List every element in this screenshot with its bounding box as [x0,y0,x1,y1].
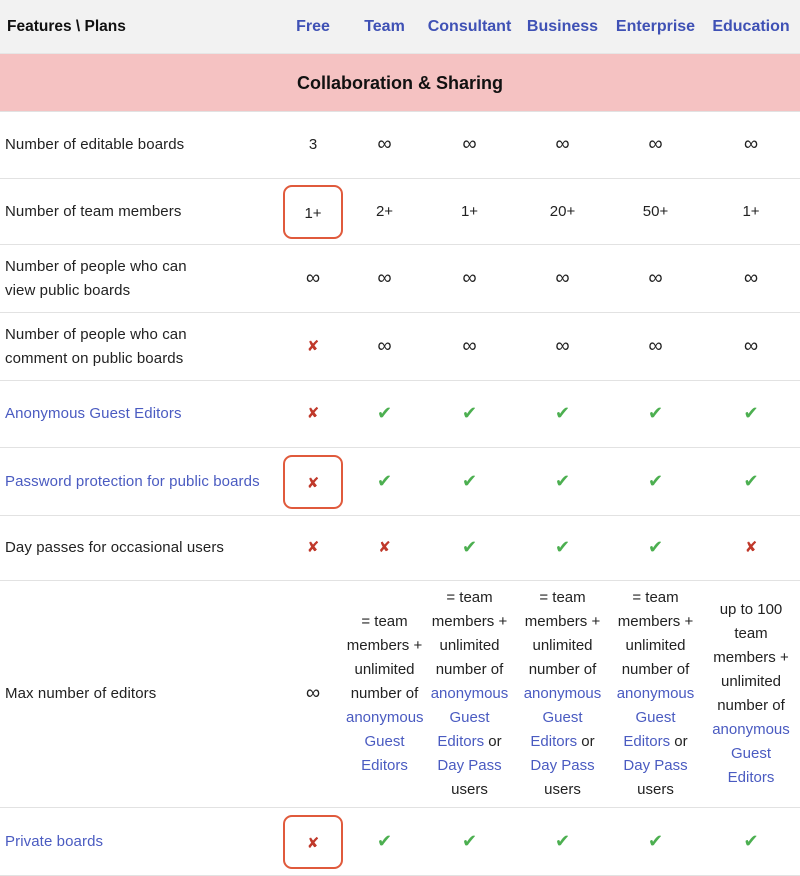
anonymous-guest-link[interactable]: Editors [530,733,578,750]
check-icon: ✔ [516,516,609,581]
anonymous-guest-link[interactable]: Guest [542,709,583,726]
anonymous-guest-link[interactable]: Editors [623,733,671,750]
day-pass-link[interactable]: Day Pass [530,757,595,774]
infinity-icon: ∞ [423,112,516,179]
value-team: 2+ [346,179,423,245]
infinity-icon: ∞ [702,245,800,313]
anonymous-guest-link[interactable]: Guest [635,709,676,726]
table-row [0,112,800,179]
highlight-box [283,815,343,869]
value-education: up to 100 team members + unlimited number of anonymous Guest Editors [702,581,800,808]
check-icon: ✔ [423,808,516,876]
plan-header-consultant[interactable]: Consultant [423,0,516,54]
check-icon: ✔ [346,808,423,876]
value-team: = team members + unlimited number of anonymous Guest Editors [346,581,423,808]
value-enterprise: 50+ [609,179,702,245]
anonymous-guest-link[interactable]: Guest [364,733,405,750]
check-icon: ✔ [609,381,702,448]
table-row [0,581,800,808]
feature-label: Day passes for occasional users [0,516,280,581]
check-icon: ✔ [346,381,423,448]
value-free [280,179,346,245]
infinity-icon: ∞ [346,313,423,381]
feature-link-anonymous-guest-editors[interactable]: Anonymous Guest Editors [0,381,280,448]
check-icon: ✔ [609,516,702,581]
table-row [0,381,800,448]
infinity-icon: ∞ [609,313,702,381]
value-consultant: 1+ [423,179,516,245]
plan-header-free[interactable]: Free [280,0,346,54]
value-free: 3 [280,112,346,179]
anonymous-guest-link[interactable]: Guest [730,745,772,762]
plan-header-business[interactable]: Business [516,0,609,54]
section-title: Collaboration & Sharing [0,54,800,112]
infinity-icon: ∞ [423,313,516,381]
check-icon: ✔ [423,516,516,581]
check-icon: ✔ [516,448,609,516]
check-icon: ✔ [423,381,516,448]
check-icon: ✔ [609,808,702,876]
anonymous-guest-link[interactable]: anonymous [346,709,424,726]
value-free [280,448,346,516]
check-icon: ✔ [609,448,702,516]
infinity-icon: ∞ [280,245,346,313]
anonymous-guest-link[interactable]: anonymous [430,685,509,702]
infinity-icon: ∞ [280,581,346,808]
cross-icon: ✘ [346,516,423,581]
infinity-icon: ∞ [423,245,516,313]
feature-link-private-boards[interactable]: Private boards [0,808,280,876]
infinity-icon: ∞ [346,245,423,313]
anonymous-guest-link[interactable]: anonymous [523,685,602,702]
cross-icon: ✘ [306,474,320,492]
table-row [0,179,800,245]
anonymous-guest-link[interactable]: Editors [437,733,485,750]
day-pass-link[interactable]: Day Pass [437,757,502,774]
check-icon: ✔ [423,448,516,516]
anonymous-guest-link[interactable]: anonymous [712,721,790,738]
check-icon: ✔ [702,448,800,516]
day-pass-link[interactable]: Day Pass [623,757,688,774]
infinity-icon: ∞ [516,112,609,179]
check-icon: ✔ [702,381,800,448]
highlight-box [283,455,343,509]
infinity-icon: ∞ [516,245,609,313]
plan-header-education[interactable]: Education [702,0,800,54]
cross-icon: ✘ [702,516,800,581]
check-icon: ✔ [516,381,609,448]
section-row [0,54,800,112]
cross-icon: ✘ [280,313,346,381]
value-business: = team members + unlimited number of anonymous Guest Editors or Day Pass users [516,581,609,808]
table-row [0,516,800,581]
features-plans-header: Features \ Plans [0,0,280,54]
infinity-icon: ∞ [702,112,800,179]
infinity-icon: ∞ [702,313,800,381]
infinity-icon: ∞ [516,313,609,381]
anonymous-guest-link[interactable]: Editors [361,757,408,774]
table-row [0,448,800,516]
cross-icon: ✘ [306,834,320,852]
anonymous-guest-link[interactable]: Guest [449,709,490,726]
anonymous-guest-link[interactable]: anonymous [616,685,695,702]
feature-label: Number of editable boards [0,112,280,179]
infinity-icon: ∞ [609,112,702,179]
feature-label: Number of people who can view public boards [0,245,280,313]
table-row [0,313,800,381]
feature-link-password-protection[interactable]: Password protection for public boards [0,448,280,516]
feature-label: Number of people who can comment on public boards [0,313,280,381]
cross-icon: ✘ [280,516,346,581]
anonymous-guest-link[interactable]: Editors [727,769,775,786]
check-icon: ✔ [516,808,609,876]
value-education: 1+ [702,179,800,245]
feature-label: Number of team members [0,179,280,245]
plan-header-enterprise[interactable]: Enterprise [609,0,702,54]
table-header [0,0,800,54]
infinity-icon: ∞ [346,112,423,179]
plan-header-team[interactable]: Team [346,0,423,54]
cross-icon: ✘ [280,381,346,448]
highlight-box: 1+ [283,185,343,239]
value-enterprise: = team members + unlimited number of anonymous Guest Editors or Day Pass users [609,581,702,808]
infinity-icon: ∞ [609,245,702,313]
feature-label: Max number of editors [0,581,280,808]
value-free [280,808,346,876]
table-row [0,808,800,876]
value-consultant: = team members + unlimited number of anonymous Guest Editors or Day Pass users [423,581,516,808]
value-business: 20+ [516,179,609,245]
check-icon: ✔ [702,808,800,876]
table-row [0,245,800,313]
check-icon: ✔ [346,448,423,516]
